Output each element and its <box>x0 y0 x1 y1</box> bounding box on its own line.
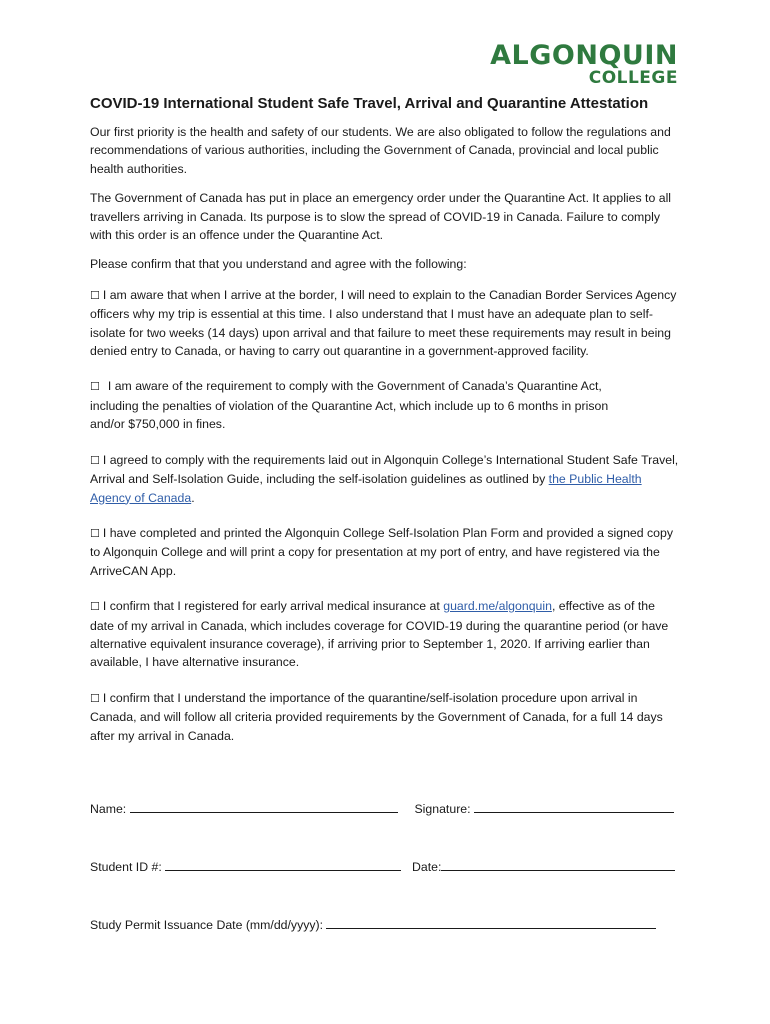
checkbox-icon[interactable]: ☐ <box>90 691 100 705</box>
attestation-text: I have completed and printed the Algonquin College Self-Isolation Plan Form and provided a signed copy to Algonquin College and will print a copy for presentation at my port of entry, and have registered via the ArriveCAN App. <box>90 525 673 578</box>
student-id-input-line[interactable] <box>165 858 401 871</box>
name-label: Name: <box>90 802 127 816</box>
logo-wordmark-bottom: COLLEGE <box>588 68 678 88</box>
attestation-item-insurance <box>90 597 682 672</box>
attestation-item-isolation-plan <box>90 524 682 580</box>
document-title: COVID-19 International Student Safe Travel, Arrival and Quarantine Attestation <box>90 95 649 112</box>
document-body <box>90 94 682 762</box>
name-input-line[interactable] <box>130 800 398 813</box>
attestation-text: I confirm that I registered for early arrival medical insurance at <box>102 599 444 614</box>
attestation-text-end: , effective as of the date of my arrival in Canada, which includes coverage for COVID-19 during the quarantine period (or have alternative equivalent insurance coverage), if arriving prior to September 1, 2020. If arriving earlier than available, I have alternative insurance. <box>90 599 669 670</box>
attestation-item-procedure <box>90 689 682 745</box>
attestation-item-border <box>90 286 682 361</box>
date-input-line[interactable] <box>441 858 675 871</box>
student-id-date-row <box>90 858 675 874</box>
intro-paragraph-1: Our first priority is the health and safety of our students. We are also obligated to follow the regulations and recommendations of various authorities, including the Government of Canada, provincial and local public health authorities. <box>90 125 671 176</box>
checkbox-icon[interactable]: ☐ <box>90 600 100 614</box>
checkbox-icon[interactable]: ☐ <box>90 453 100 467</box>
checkbox-icon[interactable]: ☐ <box>90 526 100 540</box>
permit-date-input-line[interactable] <box>326 916 656 929</box>
intro-paragraph-2: The Government of Canada has put in place an emergency order under the Quarantine Act. It applies to all travellers arriving in Canada. Its purpose is to slow the spread of COVID-19 in Canada. Failure to comply with this order is an offence under the Quarantine Act. <box>90 191 672 243</box>
signature-label: Signature: <box>414 802 471 816</box>
intro-paragraph-3: Please confirm that that you understand and agree with the following: <box>90 257 467 272</box>
signature-input-line[interactable] <box>474 800 674 813</box>
algonquin-college-logo <box>490 42 678 87</box>
attestation-item-guide <box>90 451 682 507</box>
name-signature-row <box>90 800 674 816</box>
attestation-text-end: . <box>191 490 195 505</box>
attestation-text: I confirm that I understand the importance of the quarantine/self-isolation procedure upon arrival in Canada, and will follow all criteria provided requirements by the Government of Canada, for a full 14 days after my arrival in Canada. <box>90 690 663 743</box>
permit-date-label: Study Permit Issuance Date (mm/dd/yyyy): <box>90 918 324 932</box>
attestation-text: I agreed to comply with the requirements laid out in Algonquin College’s International Student Safe Travel, Arrival and Self-Isolation Guide, including the self-isolation guidelines as outlined by <box>90 452 679 487</box>
date-label: Date: <box>412 860 442 874</box>
attestation-text: I am aware of the requirement to comply with the Government of Canada’s Quarantine Act, including the penalties of violation of the Quarantine Act, which include up to 6 months in prison and/or $750,000 in fines. <box>90 379 609 432</box>
logo-wordmark-top: ALGONQUIN <box>490 40 678 71</box>
attestation-item-quarantine-act <box>90 377 682 433</box>
permit-date-row <box>90 916 656 932</box>
attestation-text: I am aware that when I arrive at the border, I will need to explain to the Canadian Border Services Agency officers why my trip is essential at this time. I also understand that I must have an adequate plan to self-isolate for two weeks (14 days) upon arrival and that failure to meet these requirements may result in being denied entry to Canada, or having to carry out quarantine in a government-approved facility. <box>90 287 677 359</box>
student-id-label: Student ID #: <box>90 860 162 874</box>
checkbox-icon[interactable]: ☐ <box>90 380 100 394</box>
checkbox-icon[interactable]: ☐ <box>90 288 100 302</box>
public-health-agency-link[interactable]: the Public Health Agency of Canada <box>90 472 642 505</box>
guard-me-link[interactable]: guard.me/algonquin <box>443 599 552 614</box>
